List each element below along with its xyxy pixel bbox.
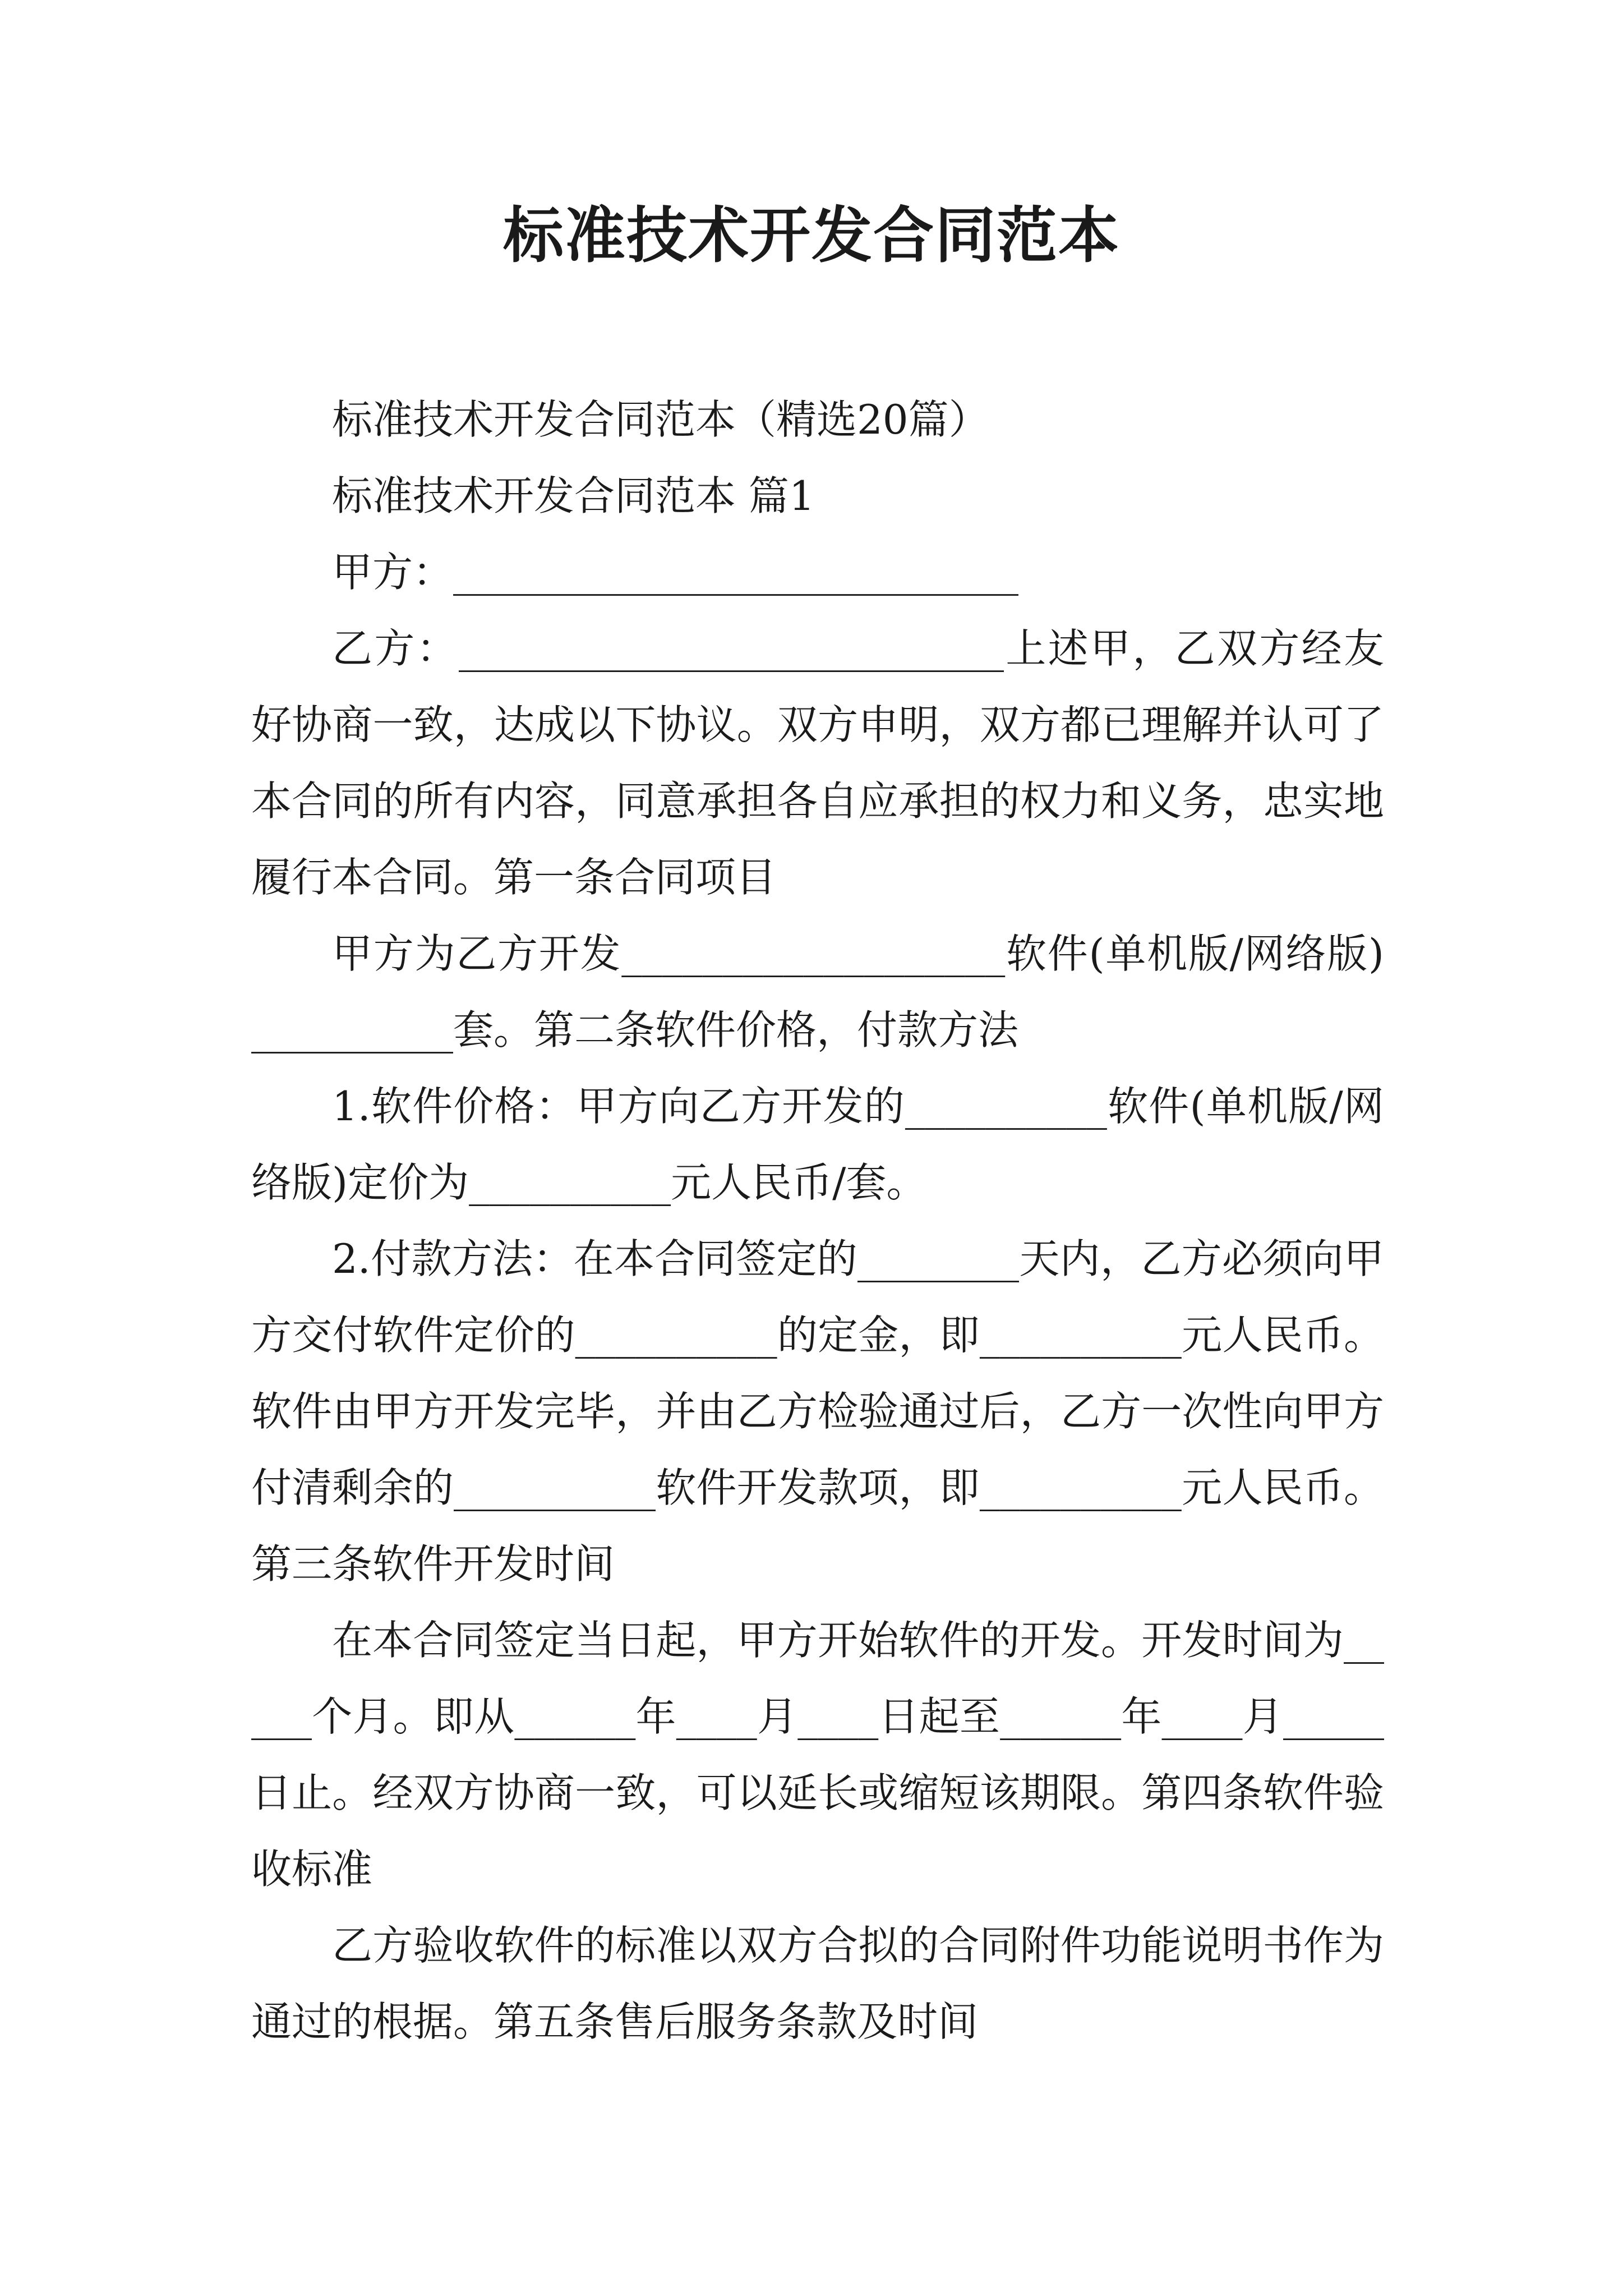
paragraph-acceptance-standard: 乙方验收软件的标准以双方合拟的合同附件功能说明书作为通过的根据。第五条售后服务条款及时间 [251, 1922, 1384, 2045]
document-title: 标准技术开发合同范本 [502, 200, 1120, 271]
paragraph-party-a: 甲方：____________________________ [332, 549, 1019, 596]
document-body [251, 381, 1384, 2060]
paragraph-subtitle: 标准技术开发合同范本（精选20篇） [332, 396, 989, 443]
paragraph-section-heading: 标准技术开发合同范本 篇1 [332, 472, 815, 519]
paragraph-software-price: 1.软件价格：甲方向乙方开发的__________软件(单机版/网络版)定价为__________元人民币/套。 [251, 1083, 1384, 1206]
paragraph-article-1: 甲方为乙方开发___________________软件(单机版/网络版)__________套。第二条软件价格，付款方法 [251, 930, 1384, 1053]
paragraph-party-b: 乙方：___________________________上述甲，乙双方经友好协商一致，达成以下协议。双方申明，双方都已理解并认可了本合同的所有内容，同意承担各自应承担的权力和义务，忠实地履行本合同。第一条合同项目 [251, 625, 1384, 901]
paragraph-development-time: 在本合同签定当日起，甲方开始软件的开发。开发时间为_____个月。即从______年____月____日起至______年____月_____日止。经双方协商一致，可以延长或缩短该期限。第四条软件验收标准 [251, 1617, 1384, 1893]
paragraph-payment-method: 2.付款方法：在本合同签定的________天内，乙方必须向甲方交付软件定价的__________的定金，即__________元人民币。软件由甲方开发完毕，并由乙方检验通过后，乙方一次性向甲方付清剩余的__________软件开发款项，即__________元人民币。第三条软件开发时间 [251, 1235, 1384, 1588]
